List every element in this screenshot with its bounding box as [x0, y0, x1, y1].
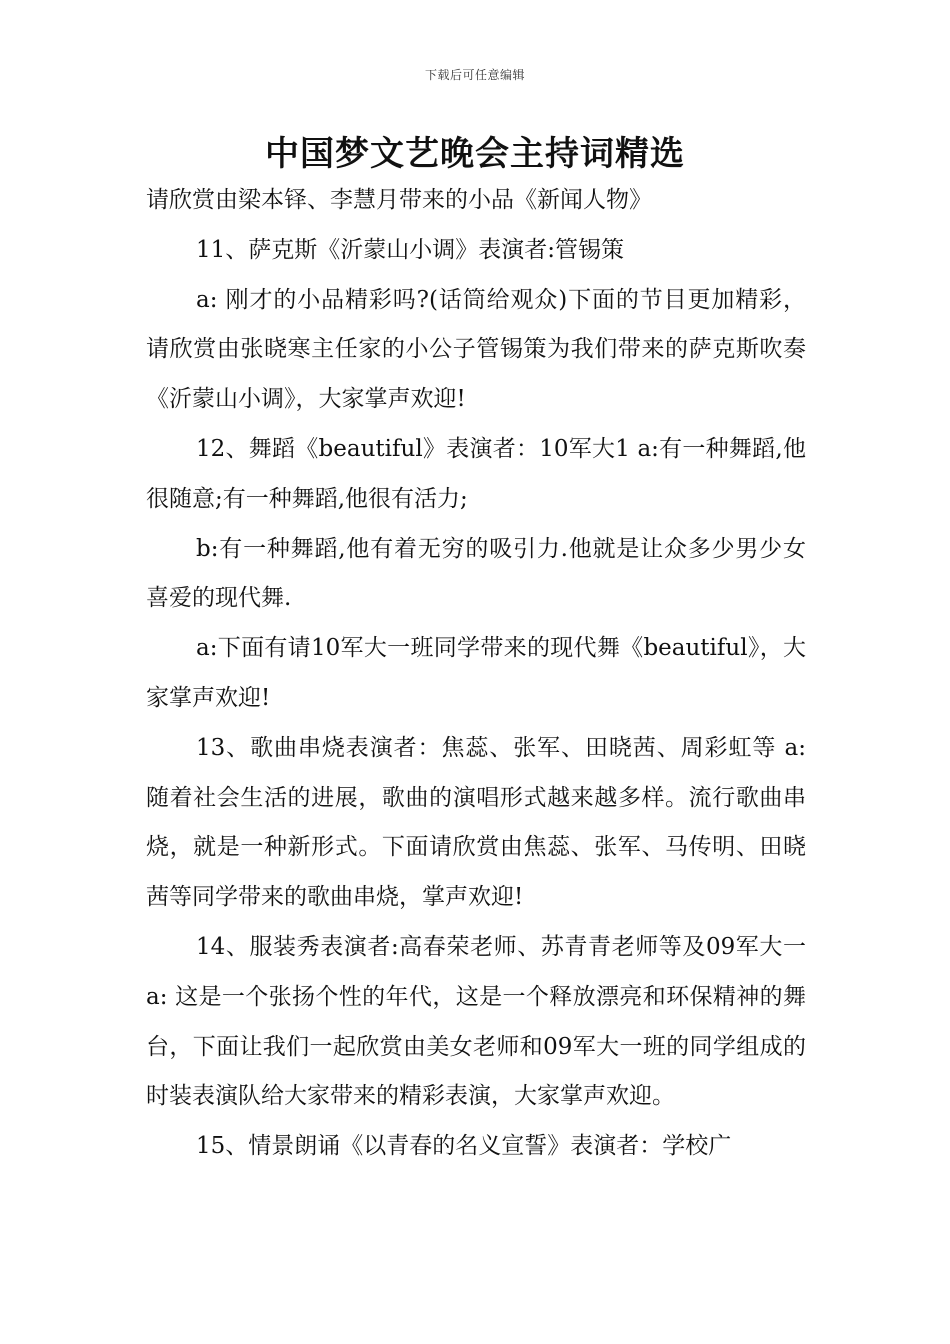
paragraph-item-11: 11、萨克斯《沂蒙山小调》表演者:管锡策 — [196, 236, 625, 263]
paragraph-item-12-host-a: a:下面有请10军大一班同学带来的现代舞《beautiful》，大家掌声欢迎! — [146, 635, 806, 711]
paragraph-item-15: 15、情景朗诵《以青春的名义宣誓》表演者：学校广 — [196, 1133, 732, 1160]
paragraph-item-11-host-a: a: 刚才的小品精彩吗?(话筒给观众)下面的节目更加精彩，请欣赏由张晓寒主任家的小公子管锡策为我们带来的萨克斯吹奏《沂蒙山小调》，大家掌声欢迎! — [146, 286, 806, 413]
document-body — [146, 176, 806, 1172]
paragraph-item-13: 13、歌曲串烧表演者：焦蕊、张军、田晓茜、周彩虹等 a:随着社会生活的进展，歌曲的演唱形式越来越多样。流行歌曲串烧，就是一种新形式。下面请欣赏由焦蕊、张军、马传明、田晓茜等同学带来的歌曲串烧，掌声欢迎! — [146, 734, 806, 911]
document-title: 中国梦文艺晚会主持词精选 — [265, 134, 685, 174]
paragraph-intro: 请欣赏由梁本铎、李慧月带来的小品《新闻人物》 — [146, 187, 652, 213]
paragraph-item-14: 14、服装秀表演者:高春荣老师、苏青青老师等及09军大一 a: 这是一个张扬个性的年代，这是一个释放漂亮和环保精神的舞台，下面让我们一起欣赏由美女老师和09军大一班的同学组成的时装表演队给大家带来的精彩表演，大家掌声欢迎。 — [146, 933, 806, 1110]
page-header-note: 下载后可任意编辑 — [424, 68, 525, 82]
paragraph-item-12-host-b: b:有一种舞蹈,他有着无穷的吸引力.他就是让众多少男少女喜爱的现代舞. — [146, 535, 806, 612]
paragraph-item-12: 12、舞蹈《beautiful》表演者：10军大1 a:有一种舞蹈,他很随意;有一种舞蹈,他很有活力; — [146, 435, 806, 512]
